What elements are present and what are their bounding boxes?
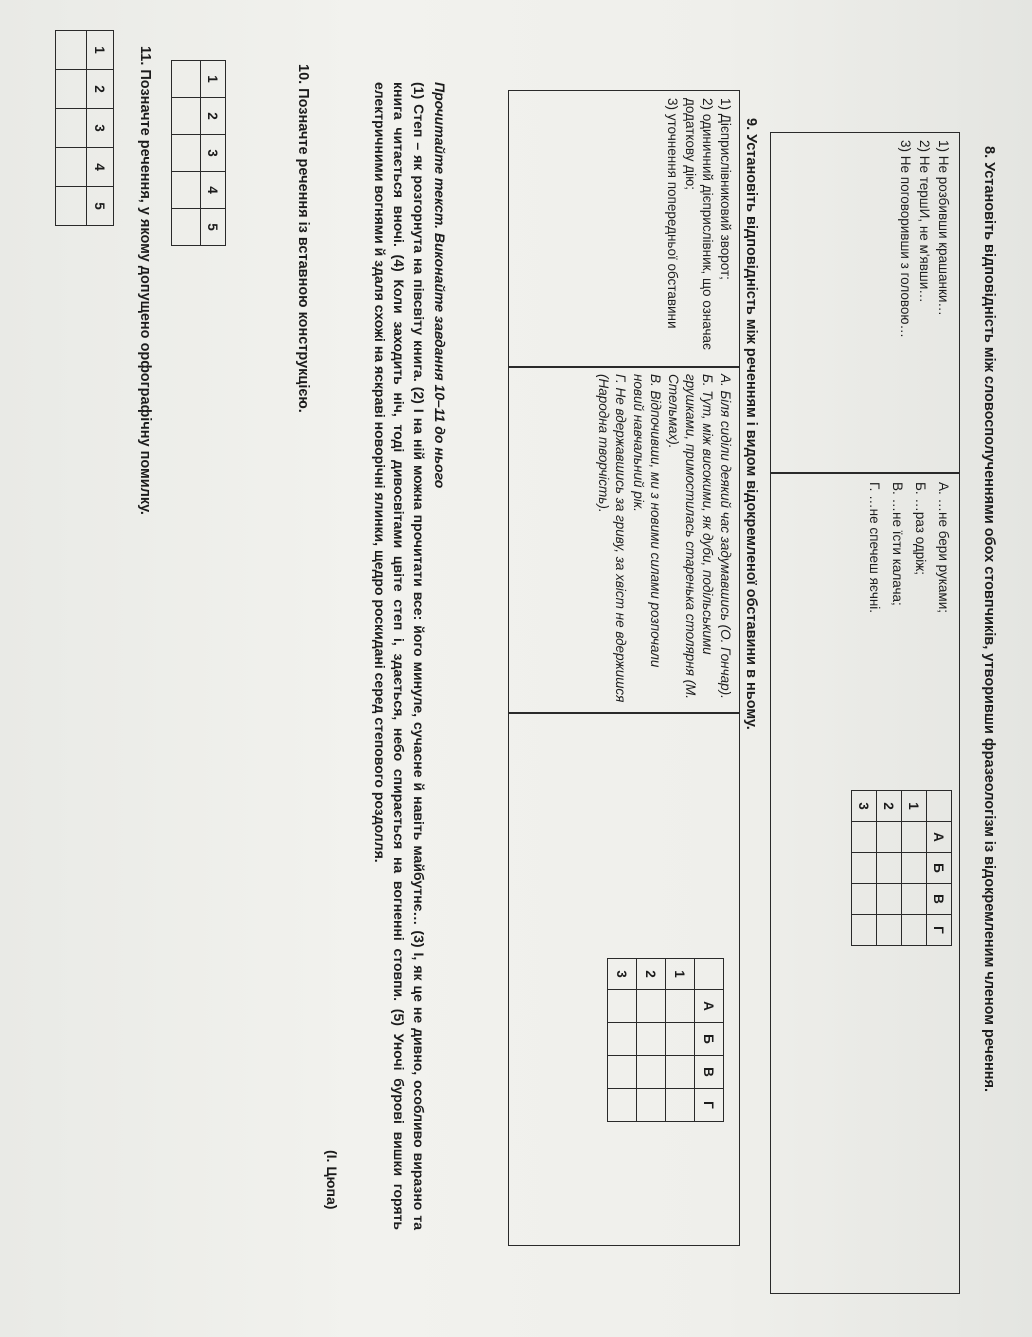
task8-title: 8. Установіть відповідність між словосполученнями обох стовпчиків, утворивши фразеологізм із відокремленим членом речення. xyxy=(981,146,997,1093)
answer-cell[interactable] xyxy=(637,990,666,1023)
task11-num-2: 2 xyxy=(87,70,114,109)
task11-title: 11. Позначте речення, у якому допущено орфографічну помилку. xyxy=(137,46,153,515)
answer-cell[interactable] xyxy=(56,109,87,148)
task8-left-2: 2) Не тершИ, не м'явши… xyxy=(917,140,932,303)
task8-right-v: В. …не їсти калача; xyxy=(890,482,905,606)
task8-left-3: 3) Не поговоривши з головою… xyxy=(898,140,913,339)
task8-row-1: 1 xyxy=(902,791,927,822)
answer-cell[interactable] xyxy=(666,1023,695,1056)
task9-right-b: Б. Тут, між високими, як дуби, подільськими грушками, примостилась старенька столярня (М. Стельмах). xyxy=(666,374,715,700)
task10-answer-grid xyxy=(171,60,226,246)
task8-col-g: Г xyxy=(927,915,952,946)
answer-cell[interactable] xyxy=(56,31,87,70)
answer-cell[interactable] xyxy=(56,148,87,187)
answer-cell[interactable] xyxy=(56,70,87,109)
task11-num-5: 5 xyxy=(87,187,114,226)
answer-cell[interactable] xyxy=(172,209,201,246)
answer-cell[interactable] xyxy=(877,884,902,915)
reading-intro: Прочитайте текст. Виконайте завдання 10–11 до нього xyxy=(432,82,448,489)
task10-title: 10. Позначте речення із вставною конструкцією. xyxy=(295,64,311,413)
answer-cell[interactable] xyxy=(852,915,877,946)
answer-cell[interactable] xyxy=(56,187,87,226)
task9-col-g: Г xyxy=(695,1089,724,1122)
task8-col-a: А xyxy=(927,822,952,853)
task9-divider xyxy=(508,366,740,368)
task8-right-g: Г. …не спечеш яєчні. xyxy=(867,482,882,614)
task8-col-v: В xyxy=(927,884,952,915)
task9-right-column xyxy=(595,374,734,704)
answer-cell[interactable] xyxy=(852,822,877,853)
answer-cell[interactable] xyxy=(637,1089,666,1122)
task10-num-1: 1 xyxy=(201,61,226,98)
answer-cell[interactable] xyxy=(608,1089,637,1122)
task8-row-3: 3 xyxy=(852,791,877,822)
task9-row-1: 1 xyxy=(666,959,695,990)
task9-row-2: 2 xyxy=(637,959,666,990)
answer-cell[interactable] xyxy=(637,1056,666,1089)
answer-cell[interactable] xyxy=(172,61,201,98)
answer-cell[interactable] xyxy=(902,884,927,915)
task11-num-3: 3 xyxy=(87,109,114,148)
answer-cell[interactable] xyxy=(852,884,877,915)
task9-left-column xyxy=(664,98,734,360)
task9-right-g: Г. Не вдержавшись за гриву, за хвіст не вдержишся (Народна творчість). xyxy=(596,374,628,703)
answer-cell[interactable] xyxy=(172,172,201,209)
task10-num-5: 5 xyxy=(201,209,226,246)
task9-left-1: 1) Дієприслівниковий зворот; xyxy=(718,98,733,280)
task8-col-b: Б xyxy=(927,853,952,884)
answer-cell[interactable] xyxy=(172,98,201,135)
answer-cell[interactable] xyxy=(666,990,695,1023)
task9-right-a: А. Біля сиділи деякий час задумавшись (О. Гончар). xyxy=(718,374,733,699)
task9-col-b: Б xyxy=(695,1023,724,1056)
task9-left-2: 2) одиничний дієприслівник, що означає додаткову дію; xyxy=(683,98,715,350)
task9-row-3: 3 xyxy=(608,959,637,990)
task8-left-1: 1) Не розбивши крашанки… xyxy=(936,140,951,316)
answer-cell[interactable] xyxy=(666,1089,695,1122)
answer-cell[interactable] xyxy=(637,1023,666,1056)
task8-right-column xyxy=(866,482,952,782)
answer-cell[interactable] xyxy=(902,853,927,884)
task8-answer-grid xyxy=(851,790,952,946)
answer-cell[interactable] xyxy=(877,822,902,853)
task11-answer-grid xyxy=(55,30,114,226)
task9-title: 9. Установіть відповідність між реченням і видом відокремленої обставини в ньому. xyxy=(743,118,759,730)
task9-col-a: А xyxy=(695,990,724,1023)
answer-cell[interactable] xyxy=(877,853,902,884)
task9-right-v: В. Відпочивши, ми з новими силами розпочали новий навчальний рік. xyxy=(631,374,663,668)
answer-cell[interactable] xyxy=(877,915,902,946)
answer-cell[interactable] xyxy=(902,822,927,853)
task11-num-4: 4 xyxy=(87,148,114,187)
task11-num-1: 1 xyxy=(87,31,114,70)
task9-divider-2 xyxy=(508,712,740,714)
reading-author: (І. Цюпа) xyxy=(324,1150,340,1210)
task9-col-v: В xyxy=(695,1056,724,1089)
task10-num-2: 2 xyxy=(201,98,226,135)
task10-num-3: 3 xyxy=(201,135,226,172)
answer-cell[interactable] xyxy=(852,853,877,884)
task9-left-3: 3) уточнення попередньої обставини xyxy=(665,98,680,329)
task8-divider xyxy=(770,472,960,474)
task8-row-2: 2 xyxy=(877,791,902,822)
reading-text: (1) Степ – як розгорнута на півсвіту книга. (2) І на ній можна прочитати все: його минуле, сучасне й навіть майбутнє… (3) І, як це не дивно, особливо виразно та книга читається вночі. (4) Коли заходить ніч, тоді дивосвітами цвіте степ і, здається, небо спирається на вогненні стовпи. (5) Уночі бурові вишки горять електричними вогнями й здаля схожі на яскраві новорічні ялинки, щедро роскидані серед степового роздолля. xyxy=(372,82,427,1230)
task8-right-b: Б. …раз одріж; xyxy=(913,482,928,576)
task9-answer-grid xyxy=(607,958,724,1122)
answer-cell[interactable] xyxy=(666,1056,695,1089)
answer-cell[interactable] xyxy=(608,1056,637,1089)
answer-cell[interactable] xyxy=(608,990,637,1023)
answer-cell[interactable] xyxy=(608,1023,637,1056)
answer-cell[interactable] xyxy=(172,135,201,172)
task8-left-column xyxy=(897,140,952,470)
task8-right-a: А. …не бери руками; xyxy=(936,482,951,613)
answer-cell[interactable] xyxy=(902,915,927,946)
task10-num-4: 4 xyxy=(201,172,226,209)
